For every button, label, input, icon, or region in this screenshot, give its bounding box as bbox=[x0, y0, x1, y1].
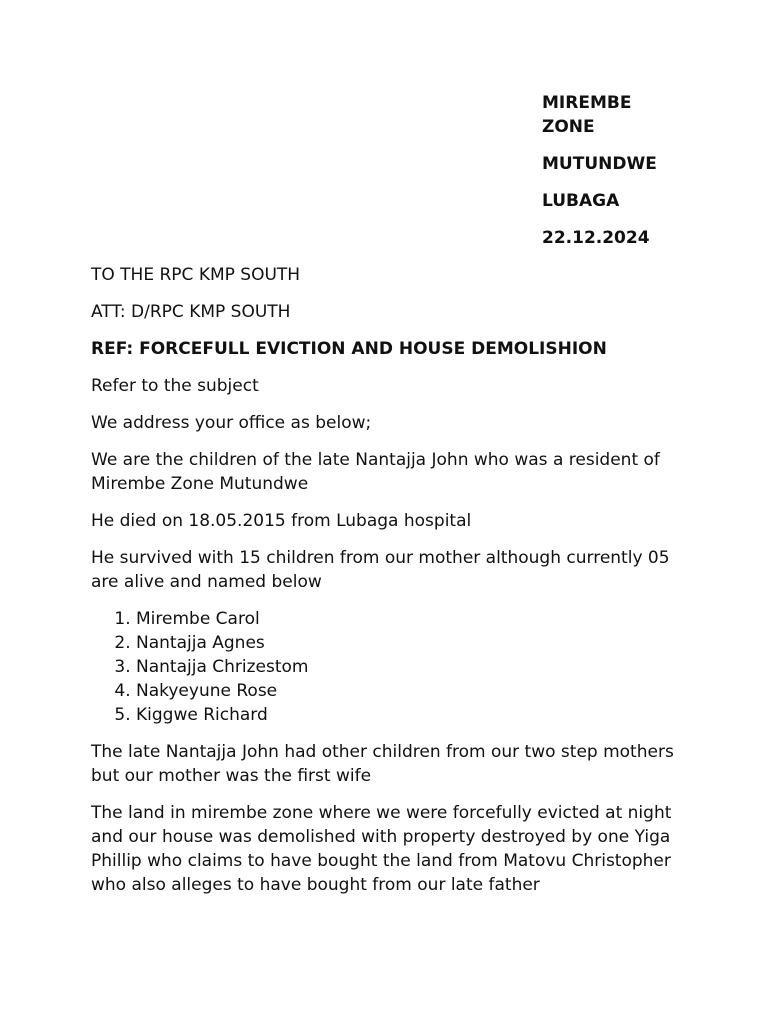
paragraph-survived: He survived with 15 children from our mother although currently 05 are alive and named below bbox=[91, 548, 670, 592]
address-line-zone: MIREMBE ZONE bbox=[542, 93, 632, 137]
paragraph-address-office: We address your office as below; bbox=[91, 413, 372, 433]
address-line-area: MUTUNDWE bbox=[542, 154, 657, 174]
paragraph-eviction: The land in mirembe zone where we were forcefully evicted at night and our house was demolished with property destroyed by one Yiga Phillip who claims to have bought the land from Matovu Christopher who also alleges to have bought from our late father bbox=[91, 803, 672, 895]
list-item: 3. Nantajja Chrizestom bbox=[136, 655, 681, 679]
list-item: 5. Kiggwe Richard bbox=[136, 703, 681, 727]
letter-body bbox=[91, 263, 681, 910]
paragraph-refer: Refer to the subject bbox=[91, 376, 259, 396]
list-item: 4. Nakyeyune Rose bbox=[136, 679, 681, 703]
address-line-division: LUBAGA bbox=[542, 191, 620, 211]
letter-date: 22.12.2024 bbox=[542, 228, 650, 248]
reference-line: REF: FORCEFULL EVICTION AND HOUSE DEMOLISHION bbox=[91, 339, 607, 359]
attention-line: ATT: D/RPC KMP SOUTH bbox=[91, 302, 291, 322]
paragraph-death: He died on 18.05.2015 from Lubaga hospital bbox=[91, 511, 472, 531]
paragraph-step-mothers: The late Nantajja John had other children from our two step mothers but our mother was the first wife bbox=[91, 742, 674, 786]
sender-address-block bbox=[542, 91, 682, 263]
recipient-line: TO THE RPC KMP SOUTH bbox=[91, 265, 301, 285]
list-item: 2. Nantajja Agnes bbox=[136, 631, 681, 655]
children-list bbox=[91, 607, 681, 727]
paragraph-children-intro: We are the children of the late Nantajja John who was a resident of Mirembe Zone Mutundwe bbox=[91, 450, 660, 494]
list-item: 1. Mirembe Carol bbox=[136, 607, 681, 631]
